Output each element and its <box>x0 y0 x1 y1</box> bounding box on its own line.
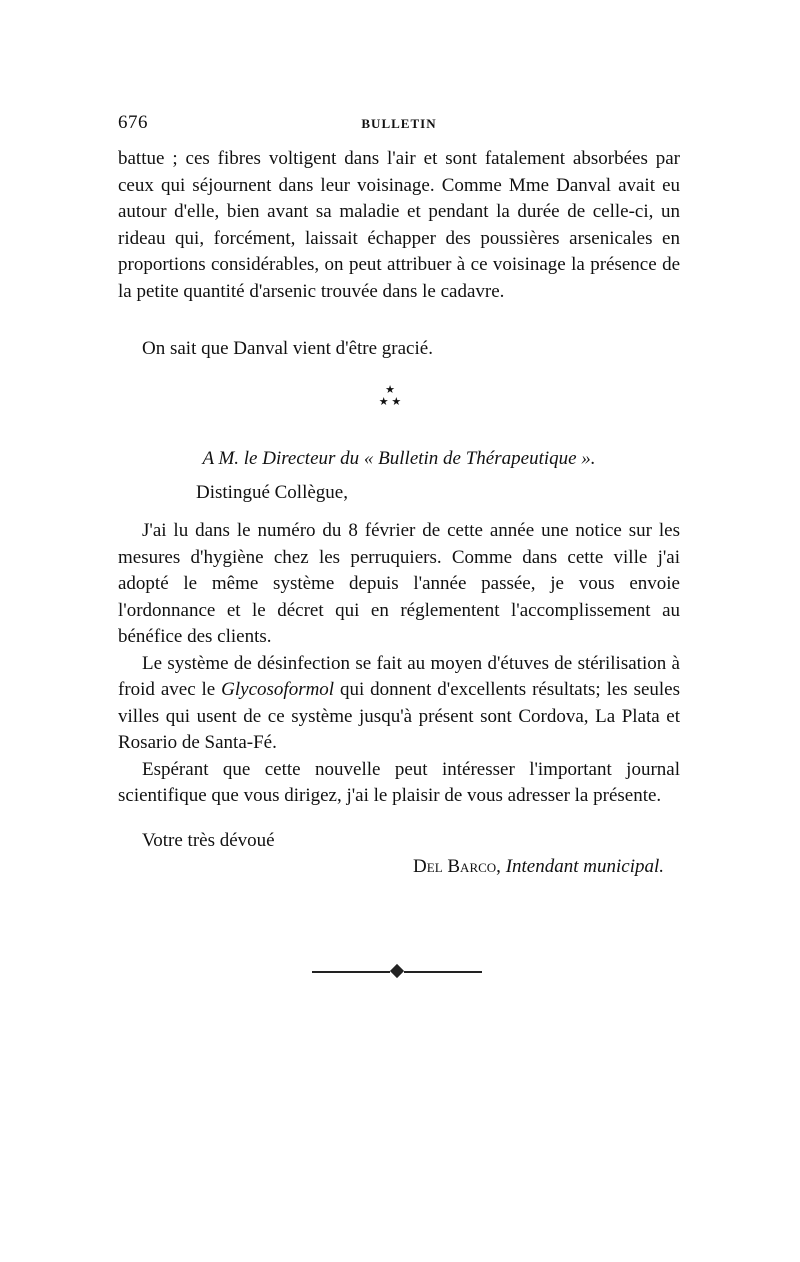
product-name: Glycosoformol <box>221 679 335 700</box>
asterism-separator <box>370 384 410 420</box>
letter-paragraph-2-end: qui donnent d'excellents résultats; les seules villes qui usent de ce système jusqu'à présent sont Cordova, La Plata et Rosario de Santa-Fé. <box>118 679 681 753</box>
ornament-diamond-icon <box>390 964 404 978</box>
paragraph-pardon: On sait que Danval vient d'être gracié. <box>142 338 433 359</box>
letter-address: A M. le Directeur du « Bulletin de Thérapeutique ». <box>202 448 596 469</box>
letter-paragraph-3: Espérant que cette nouvelle peut intéresser l'important journal scientifique que vous dirigez, j'ai le plaisir de vous adresser la présente. <box>118 758 680 806</box>
ornament-line-left <box>312 971 390 973</box>
end-ornament <box>312 962 482 982</box>
asterism-bottom-stars: ★ ★ <box>378 396 402 408</box>
running-head: BULLETIN <box>361 116 437 131</box>
letter-signature <box>118 856 664 878</box>
letter-body <box>118 518 680 810</box>
letter-paragraph-1: J'ai lu dans le numéro du 8 février de cette année une notice sur les mesures d'hygiène chez les perruquiers. Comme dans cette ville j'ai adopté le même système depuis l'année passée, je vous envoie l'ordonnance et le décret qui en réglementent l'accomplissement au bénéfice des clients. <box>118 520 680 647</box>
asterism-top-star: ★ <box>385 384 395 396</box>
article-final-line <box>118 336 680 363</box>
article-conclusion <box>118 146 680 305</box>
signature-title: Intendant municipal. <box>505 856 664 877</box>
paragraph-arsenic: battue ; ces fibres voltigent dans l'air et sont fatalement absorbées par ceux qui séjournent dans leur voisinage. Comme Mme Danval avait eu autour d'elle, bien avant sa maladie et pendant la durée de celle-ci, un rideau qui, forcément, laissait échapper des poussières arsenicales en proportions considérables, on peut attribuer à ce voisinage la présence de la petite quantité d'arsenic trouvée dans le cadavre. <box>118 148 680 302</box>
page-number: 676 <box>118 112 148 133</box>
page-header <box>118 112 680 142</box>
letter-closing: Votre très dévoué <box>142 830 275 851</box>
letter-paragraph-2-start: Le système de désinfection se fait au moyen d'étuves de stérilisation à froid avec le <box>118 652 680 700</box>
ornament-line-right <box>404 971 482 973</box>
signature-name: Del Barco, <box>413 856 501 877</box>
letter-salutation: Distingué Collègue, <box>196 482 348 503</box>
letter-paragraph-2 <box>118 651 680 757</box>
